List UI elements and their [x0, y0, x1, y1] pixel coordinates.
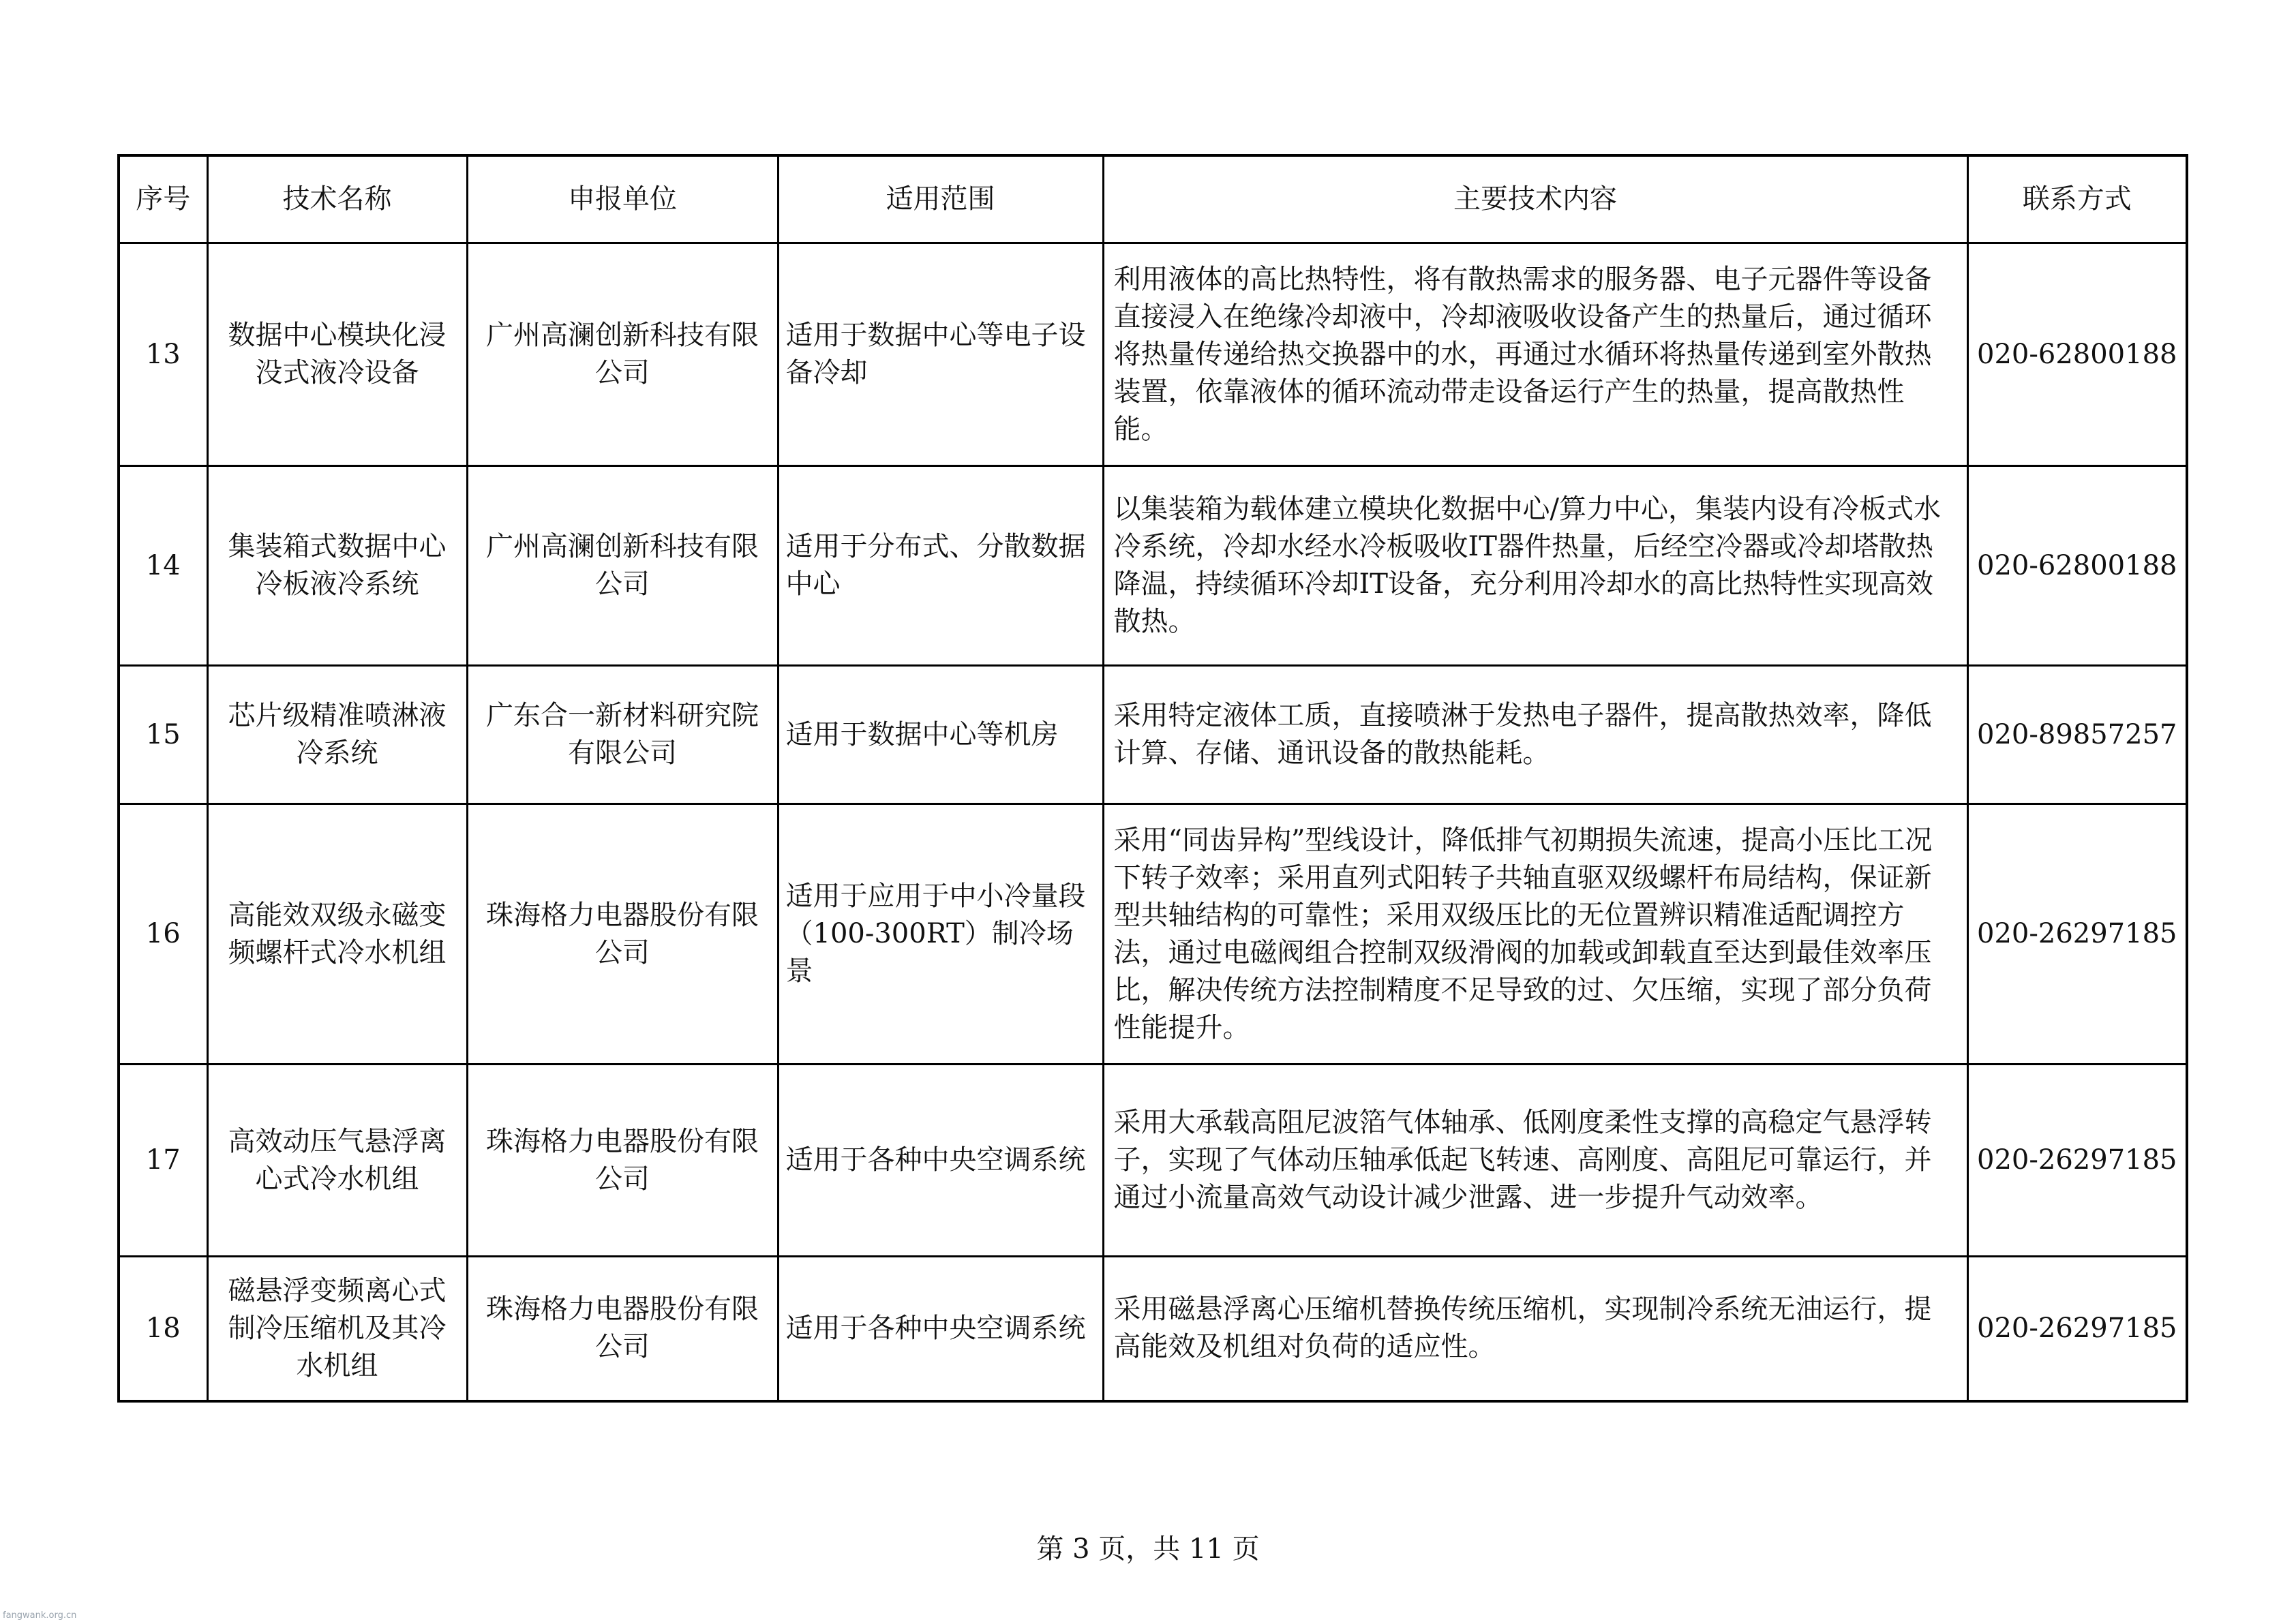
- row-index: 13: [119, 243, 207, 466]
- row-scope: 适用于应用于中小冷量段（100-300RT）制冷场景: [778, 804, 1103, 1065]
- row-index: 15: [119, 666, 207, 804]
- row-scope: 适用于分布式、分散数据中心: [778, 466, 1103, 666]
- header-contact: 联系方式: [1967, 155, 2187, 243]
- table-row: [119, 666, 2187, 804]
- row-tech-name: 高效动压气悬浮离心式冷水机组: [207, 1065, 467, 1257]
- row-contact: 020-26297185: [1967, 1065, 2187, 1257]
- row-index: 17: [119, 1065, 207, 1257]
- row-applicant: 珠海格力电器股份有限公司: [467, 804, 778, 1065]
- row-scope: 适用于数据中心等电子设备冷却: [778, 243, 1103, 466]
- row-index: 14: [119, 466, 207, 666]
- row-contact: 020-62800188: [1967, 466, 2187, 666]
- row-applicant: 广州高澜创新科技有限公司: [467, 466, 778, 666]
- row-tech-name: 数据中心模块化浸没式液冷设备: [207, 243, 467, 466]
- row-index: 16: [119, 804, 207, 1065]
- technology-table: [117, 154, 2188, 1403]
- row-content: 以集装箱为载体建立模块化数据中心/算力中心，集装内设有冷板式水冷系统，冷却水经水冷板吸收IT器件热量，后经空冷器或冷却塔散热降温，持续循环冷却IT设备，充分利用冷却水的高比热特性实现高效散热。: [1103, 466, 1967, 666]
- row-tech-name: 芯片级精准喷淋液冷系统: [207, 666, 467, 804]
- row-content: 采用大承载高阻尼波箔气体轴承、低刚度柔性支撑的高稳定气悬浮转子，实现了气体动压轴承低起飞转速、高刚度、高阻尼可靠运行，并通过小流量高效气动设计减少泄露、进一步提升气动效率。: [1103, 1065, 1967, 1257]
- row-index: 18: [119, 1257, 207, 1401]
- row-tech-name: 高能效双级永磁变频螺杆式冷水机组: [207, 804, 467, 1065]
- watermark-text: fangwank.org.cn: [3, 1610, 77, 1621]
- header-index: 序号: [119, 155, 207, 243]
- table-row: [119, 804, 2187, 1065]
- header-name: 技术名称: [207, 155, 467, 243]
- row-scope: 适用于各种中央空调系统: [778, 1257, 1103, 1401]
- row-content: 采用磁悬浮离心压缩机替换传统压缩机，实现制冷系统无油运行，提高能效及机组对负荷的适应性。: [1103, 1257, 1967, 1401]
- header-applicant: 申报单位: [467, 155, 778, 243]
- header-content: 主要技术内容: [1103, 155, 1967, 243]
- table-header-row: [119, 155, 2187, 243]
- row-scope: 适用于数据中心等机房: [778, 666, 1103, 804]
- row-contact: 020-26297185: [1967, 804, 2187, 1065]
- row-contact: 020-89857257: [1967, 666, 2187, 804]
- row-content: 采用“同齿异构”型线设计，降低排气初期损失流速，提高小压比工况下转子效率；采用直列式阳转子共轴直驱双级螺杆布局结构，保证新型共轴结构的可靠性；采用双级压比的无位置辨识精准适配调控方法，通过电磁阀组合控制双级滑阀的加载或卸载直至达到最佳效率压比，解决传统方法控制精度不足导致的过、欠压缩，实现了部分负荷性能提升。: [1103, 804, 1967, 1065]
- row-content: 利用液体的高比热特性，将有散热需求的服务器、电子元器件等设备直接浸入在绝缘冷却液中，冷却液吸收设备产生的热量后，通过循环将热量传递给热交换器中的水，再通过水循环将热量传递到室外散热装置，依靠液体的循环流动带走设备运行产生的热量，提高散热性能。: [1103, 243, 1967, 466]
- row-applicant: 广东合一新材料研究院有限公司: [467, 666, 778, 804]
- header-scope: 适用范围: [778, 155, 1103, 243]
- row-tech-name: 磁悬浮变频离心式制冷压缩机及其冷水机组: [207, 1257, 467, 1401]
- row-applicant: 珠海格力电器股份有限公司: [467, 1257, 778, 1401]
- table-row: [119, 466, 2187, 666]
- table-row: [119, 1257, 2187, 1401]
- row-applicant: 广州高澜创新科技有限公司: [467, 243, 778, 466]
- page-number-footer: 第 3 页，共 11 页: [1036, 1533, 1260, 1565]
- table-row: [119, 243, 2187, 466]
- row-applicant: 珠海格力电器股份有限公司: [467, 1065, 778, 1257]
- row-content: 采用特定液体工质，直接喷淋于发热电子器件，提高散热效率，降低计算、存储、通讯设备的散热能耗。: [1103, 666, 1967, 804]
- row-scope: 适用于各种中央空调系统: [778, 1065, 1103, 1257]
- row-contact: 020-62800188: [1967, 243, 2187, 466]
- row-tech-name: 集装箱式数据中心冷板液冷系统: [207, 466, 467, 666]
- table-row: [119, 1065, 2187, 1257]
- row-contact: 020-26297185: [1967, 1257, 2187, 1401]
